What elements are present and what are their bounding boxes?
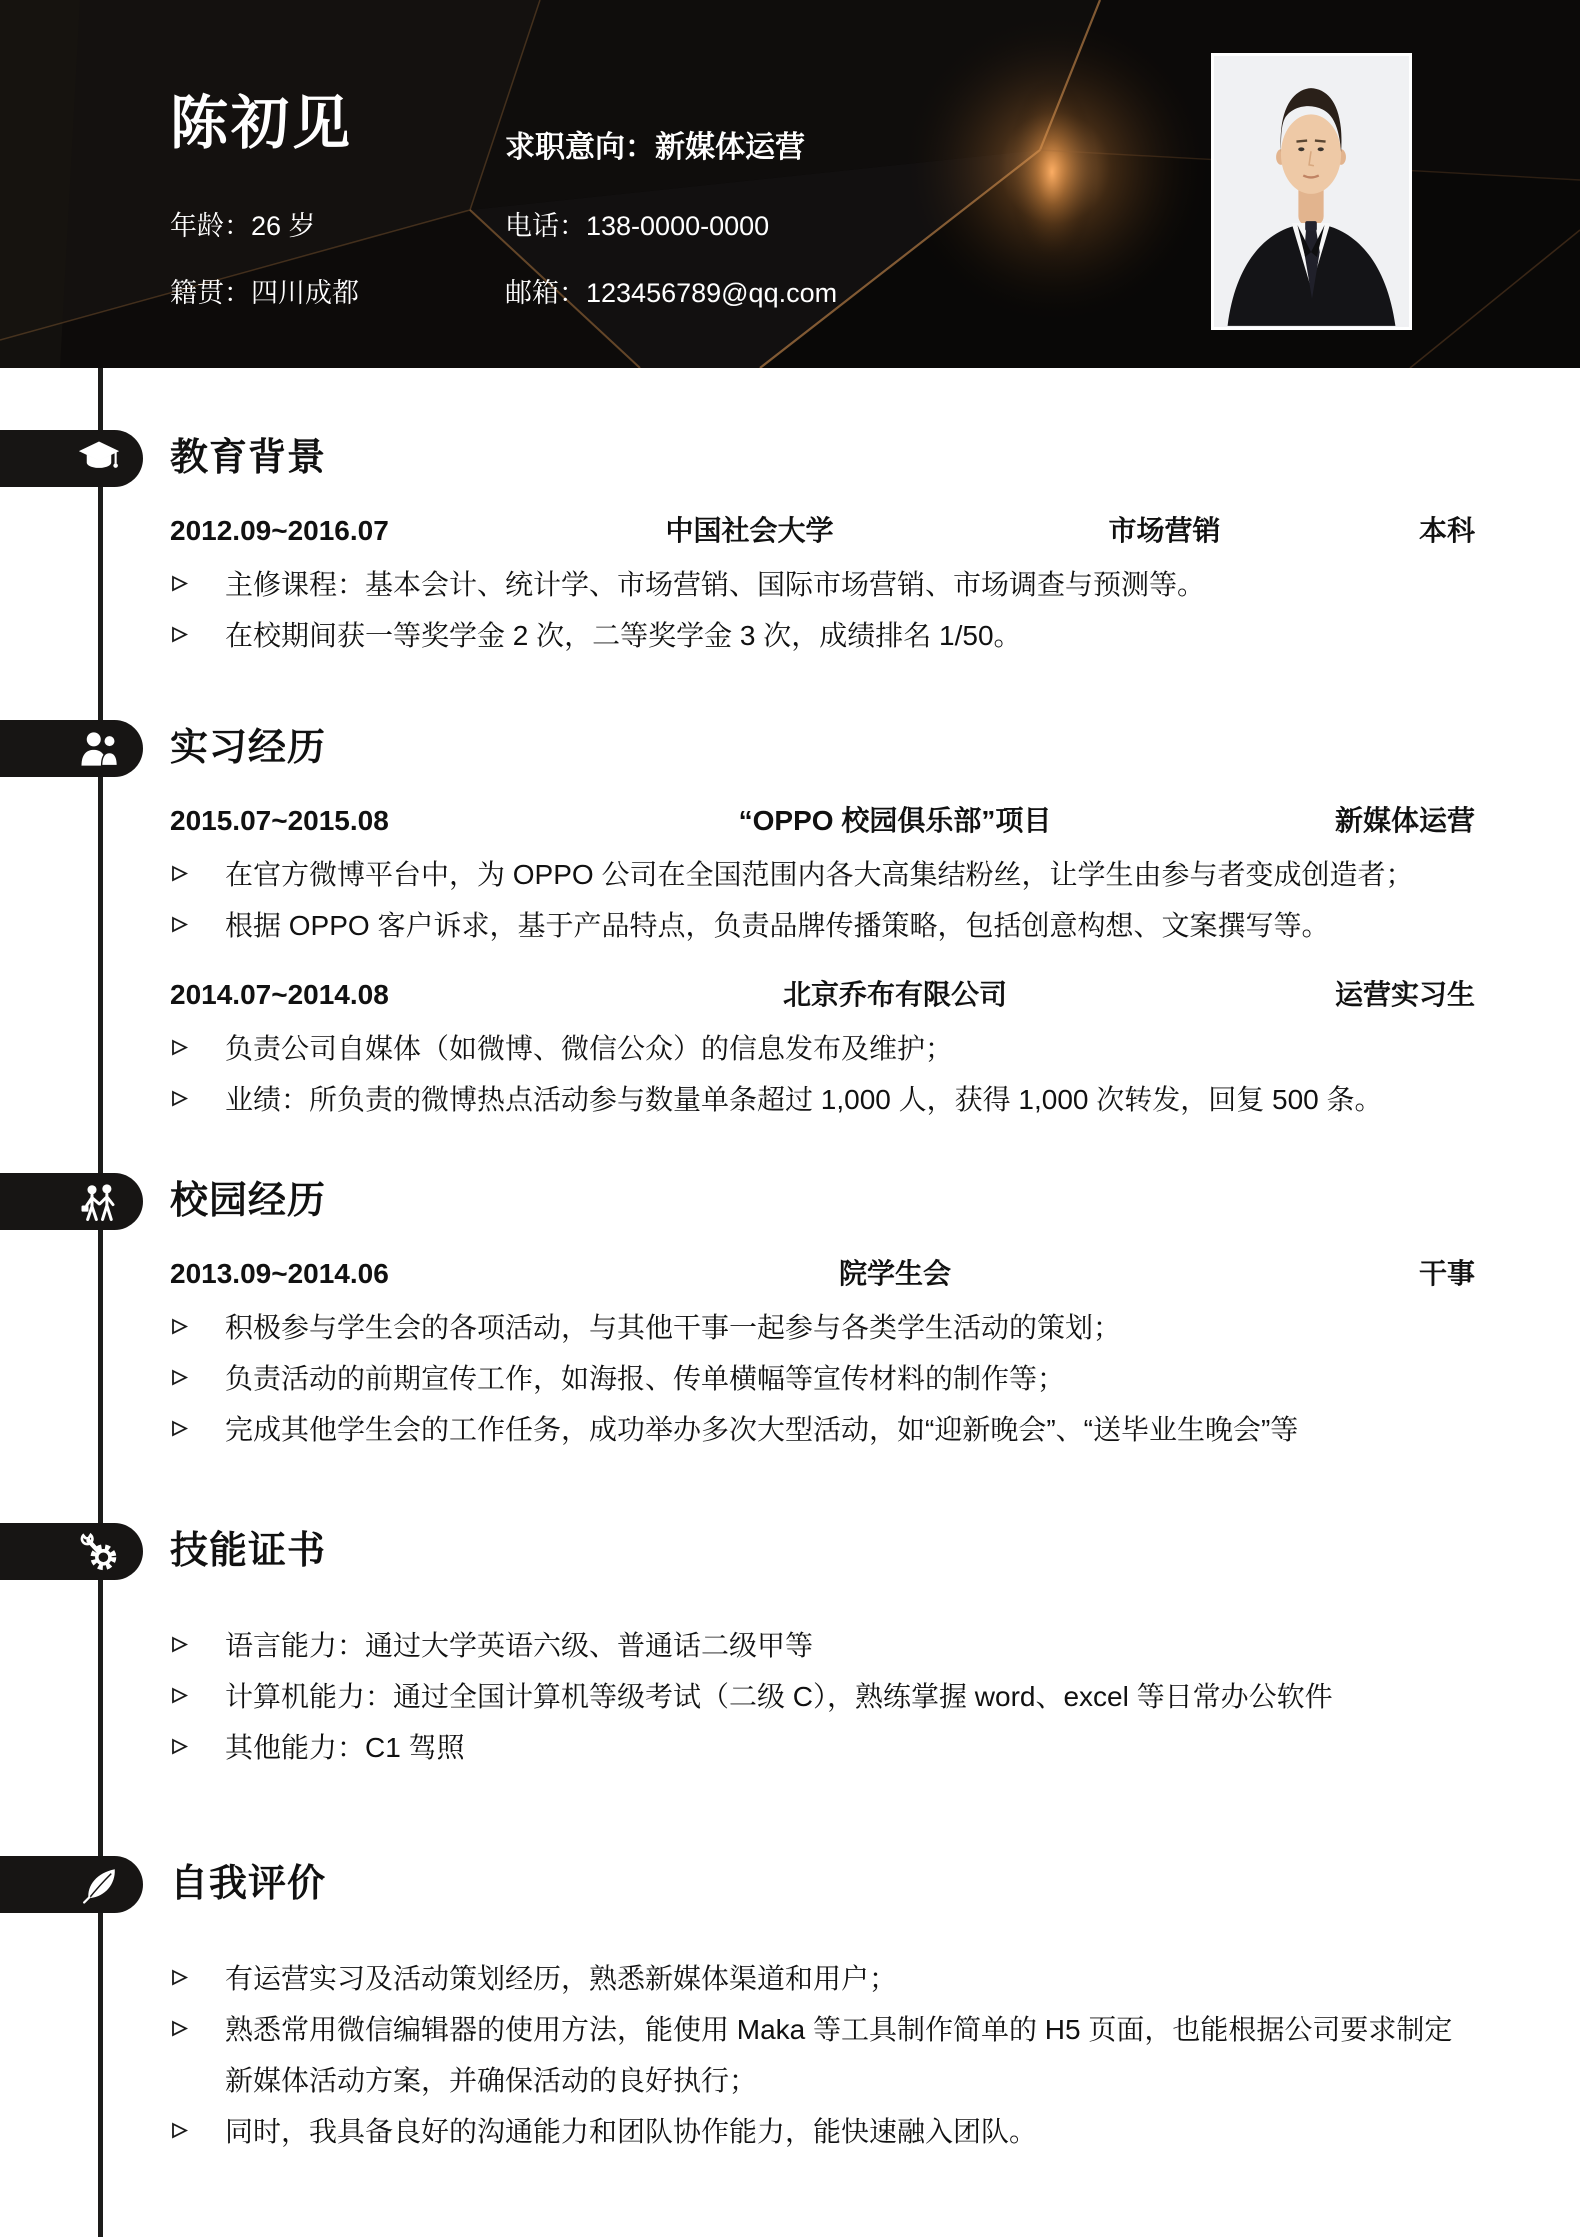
contact-age-value: 26 岁	[251, 211, 316, 241]
bullet-item	[170, 1353, 1475, 1404]
contact-email	[505, 271, 837, 310]
contact-hometown-value: 四川成都	[251, 278, 359, 308]
contact-phone	[505, 204, 769, 243]
section-title: 校园经历	[170, 1180, 327, 1222]
arrow-bullet-icon	[170, 1620, 225, 1654]
header	[0, 0, 1580, 368]
bullet-text: 有运营实习及活动策划经历，熟悉新媒体渠道和用户；	[225, 1963, 898, 1994]
contact-hometown-label: 籍贯：	[170, 278, 251, 308]
arrow-bullet-icon	[170, 1302, 225, 1336]
self-evaluation-bullets	[170, 1953, 1475, 2157]
section-badge	[0, 1856, 143, 1913]
section-campus-header	[170, 1173, 1475, 1230]
section-internship-header	[170, 720, 1475, 777]
entry-project: “OPPO 校园俱乐部”项目	[738, 805, 1052, 836]
section-skills	[0, 1523, 1580, 1773]
section-skills-header	[170, 1523, 1475, 1580]
entry-role: 新媒体运营	[1334, 805, 1475, 836]
section-education-header	[170, 430, 1475, 487]
bullet-text: 主修课程：基本会计、统计学、市场营销、国际市场营销、市场调查与预测等。	[225, 569, 1206, 600]
bullet-item	[170, 610, 1475, 661]
entry-date: 2014.07~2014.08	[170, 979, 389, 1010]
entry-date: 2012.09~2016.07	[170, 515, 389, 546]
bullet-item	[170, 900, 1475, 951]
contact-hometown	[170, 271, 359, 310]
bullet-text: 负责活动的前期宣传工作，如海报、传单横幅等宣传材料的制作等；	[225, 1363, 1066, 1394]
bullet-item	[170, 1722, 1475, 1773]
bullet-text: 业绩：所负责的微博热点活动参与数量单条超过 1,000 人，获得 1,000 次转发，回复 500 条。	[225, 1084, 1383, 1115]
job-intention: 求职意向：新媒体运营	[505, 131, 805, 164]
arrow-bullet-icon	[170, 559, 225, 593]
arrow-bullet-icon	[170, 900, 225, 934]
contact-age	[170, 204, 316, 243]
arrow-bullet-icon	[170, 1074, 225, 1108]
bullet-text: 熟悉常用微信编辑器的使用方法，能使用 Maka 等工具制作简单的 H5 页面，也能根据公司要求制定新媒体活动方案，并确保活动的良好执行；	[225, 2014, 1453, 2096]
arrow-bullet-icon	[170, 849, 225, 883]
contact-phone-label: 电话：	[505, 211, 586, 241]
entry-date: 2013.09~2014.06	[170, 1258, 389, 1289]
section-self-evaluation	[0, 1856, 1580, 2157]
entry-role: 运营实习生	[1334, 979, 1475, 1010]
section-education	[0, 430, 1580, 661]
bullet-item	[170, 2106, 1475, 2157]
bullet-text: 计算机能力：通过全国计算机等级考试（二级 C），熟练掌握 word、excel 等日常办公软件	[225, 1681, 1333, 1712]
bullet-item	[170, 1074, 1475, 1125]
arrow-bullet-icon	[170, 2004, 225, 2038]
section-internship	[0, 720, 1580, 1125]
section-badge	[0, 1173, 143, 1230]
entry-role: 干事	[1418, 1258, 1475, 1289]
campus-bullets	[170, 1302, 1475, 1455]
bullet-item	[170, 1620, 1475, 1671]
internship-entry-row	[170, 803, 1475, 839]
bullet-item	[170, 1302, 1475, 1353]
arrow-bullet-icon	[170, 2106, 225, 2140]
education-bullets	[170, 559, 1475, 661]
section-title: 自我评价	[170, 1863, 327, 1905]
bullet-item	[170, 849, 1475, 900]
entry-company: 北京乔布有限公司	[782, 979, 1007, 1010]
portrait-illustration	[1214, 56, 1409, 327]
bullet-text: 在校期间获一等奖学金 2 次，二等奖学金 3 次，成绩排名 1/50。	[225, 620, 1022, 651]
arrow-bullet-icon	[170, 1404, 225, 1438]
section-badge	[0, 430, 143, 487]
bullet-text: 完成其他学生会的工作任务，成功举办多次大型活动，如“迎新晚会”、“送毕业生晚会”等	[225, 1414, 1299, 1445]
contact-age-label: 年龄：	[170, 211, 251, 241]
arrow-bullet-icon	[170, 1722, 225, 1756]
entry-school: 中国社会大学	[665, 515, 834, 546]
bullet-text: 语言能力：通过大学英语六级、普通话二级甲等	[225, 1630, 814, 1661]
contact-email-label: 邮箱：	[505, 278, 586, 308]
candidate-name: 陈初见	[170, 91, 354, 156]
colleagues-icon	[78, 729, 120, 769]
internship-bullets	[170, 1023, 1475, 1125]
bullet-text: 负责公司自媒体（如微博、微信公众）的信息发布及维护；	[225, 1033, 954, 1064]
bullet-item	[170, 2004, 1475, 2106]
graduation-cap-icon	[78, 439, 120, 479]
arrow-bullet-icon	[170, 1671, 225, 1705]
skills-bullets	[170, 1620, 1475, 1773]
bullet-text: 同时，我具备良好的沟通能力和团队协作能力，能快速融入团队。	[225, 2116, 1038, 2147]
gear-wrench-icon	[78, 1532, 120, 1572]
bullet-text: 其他能力：C1 驾照	[225, 1732, 465, 1763]
section-title: 技能证书	[170, 1530, 327, 1572]
entry-degree: 本科	[1418, 515, 1475, 546]
bullet-text: 在官方微博平台中，为 OPPO 公司在全国范围内各大高集结粉丝，让学生由参与者变成创造者；	[225, 859, 1414, 890]
section-campus	[0, 1173, 1580, 1455]
bullet-item	[170, 1023, 1475, 1074]
internship-bullets	[170, 849, 1475, 951]
arrow-bullet-icon	[170, 1953, 225, 1987]
bullet-item	[170, 1671, 1475, 1722]
leaf-icon	[78, 1865, 120, 1905]
candidate-photo	[1211, 53, 1412, 330]
bullet-item	[170, 1404, 1475, 1455]
education-entry-row	[170, 513, 1475, 549]
entry-organization: 院学生会	[838, 1258, 951, 1289]
section-badge	[0, 720, 143, 777]
section-title: 教育背景	[170, 437, 327, 479]
contact-email-value: 123456789@qq.com	[586, 278, 838, 308]
arrow-bullet-icon	[170, 1353, 225, 1387]
campus-entry-row	[170, 1256, 1475, 1292]
entry-major: 市场营销	[1108, 515, 1221, 546]
internship-entry-row	[170, 977, 1475, 1013]
arrow-bullet-icon	[170, 610, 225, 644]
bullet-text: 根据 OPPO 客户诉求，基于产品特点，负责品牌传播策略，包括创意构想、文案撰写等。	[225, 910, 1330, 941]
arrow-bullet-icon	[170, 1023, 225, 1057]
bullet-item	[170, 559, 1475, 610]
bullet-text: 积极参与学生会的各项活动，与其他干事一起参与各类学生活动的策划；	[225, 1312, 1122, 1343]
contact-phone-value: 138-0000-0000	[586, 211, 770, 241]
section-self-evaluation-header	[170, 1856, 1475, 1913]
section-title: 实习经历	[170, 727, 327, 769]
bullet-item	[170, 1953, 1475, 2004]
walking-people-icon	[78, 1182, 120, 1222]
entry-date: 2015.07~2015.08	[170, 805, 389, 836]
section-badge	[0, 1523, 143, 1580]
